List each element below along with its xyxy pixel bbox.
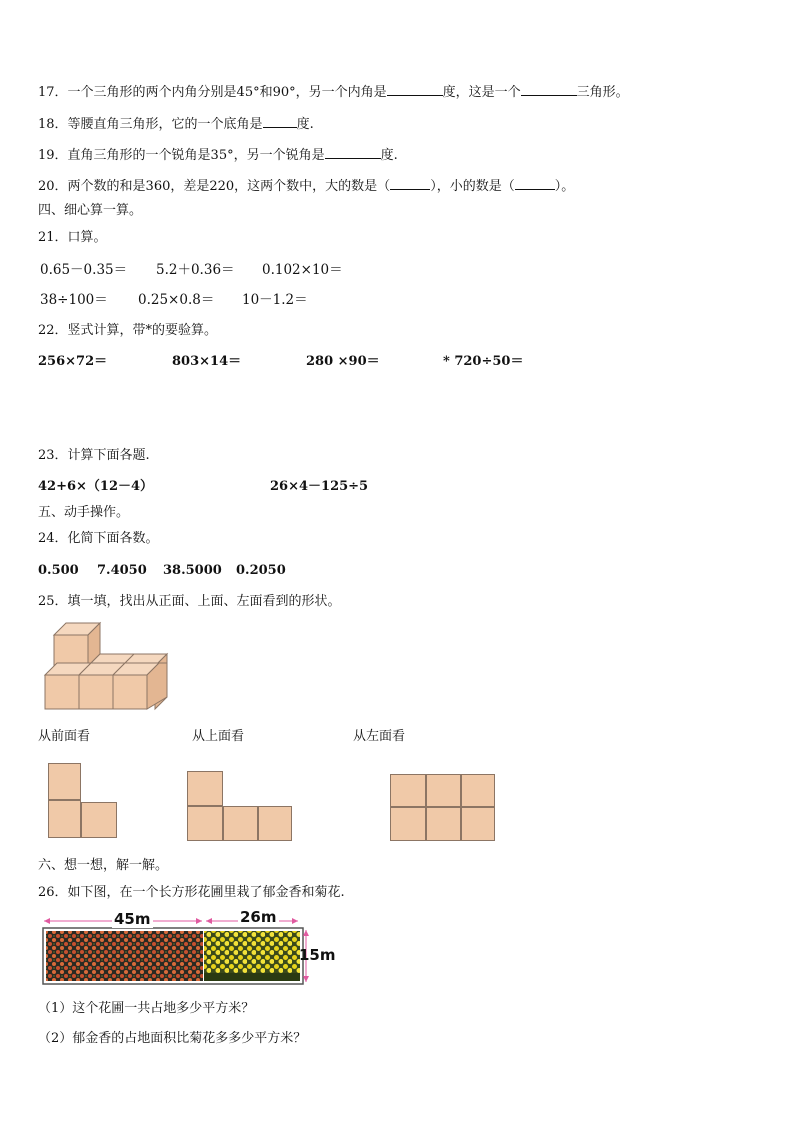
question-20 bbox=[38, 176, 574, 196]
question-number: 17． bbox=[38, 85, 68, 100]
oral-calc-item: 10－1.2＝ bbox=[242, 292, 308, 308]
oral-calc-item: 5.2＋0.36＝ bbox=[156, 262, 235, 278]
view-square bbox=[81, 802, 117, 838]
simplify-item: 7.4050 bbox=[97, 563, 147, 578]
section-6-heading: 六、想一想，解一解。 bbox=[38, 858, 169, 873]
view-square bbox=[48, 800, 81, 838]
question-text: 等腰直角三角形，它的一个底角是 bbox=[67, 117, 263, 132]
question-number: 21． bbox=[38, 230, 68, 245]
question-text: 三角形。 bbox=[576, 85, 629, 100]
question-21 bbox=[38, 229, 107, 247]
question-text: 两个数的和是360，差是220，这两个数中，大的数是（ bbox=[67, 179, 391, 194]
view-square bbox=[390, 807, 426, 841]
calc-item: 42+6×（12－4） bbox=[38, 479, 154, 494]
cube-stack-figure bbox=[42, 620, 172, 712]
question-17 bbox=[38, 82, 629, 102]
answer-blank[interactable] bbox=[521, 82, 577, 96]
question-text: 如下图，在一个长方形花圃里栽了郁金香和菊花. bbox=[67, 885, 345, 900]
question-text: 计算下面各题. bbox=[67, 448, 150, 463]
answer-blank[interactable] bbox=[325, 145, 381, 159]
simplify-item: 0.2050 bbox=[236, 563, 286, 578]
answer-blank[interactable] bbox=[515, 176, 555, 190]
question-text: 度，这是一个 bbox=[442, 85, 521, 100]
section-5-heading: 五、动手操作。 bbox=[38, 505, 130, 520]
view-square bbox=[390, 774, 426, 807]
oral-calc-item: 0.65－0.35＝ bbox=[40, 262, 128, 278]
question-text: 填一填，找出从正面、上面、左面看到的形状。 bbox=[67, 594, 341, 609]
question-23 bbox=[38, 447, 150, 465]
question-number: 22． bbox=[38, 323, 68, 338]
oral-calc-item: 38÷100＝ bbox=[40, 292, 108, 308]
answer-blank[interactable] bbox=[390, 176, 430, 190]
question-text: 化简下面各数。 bbox=[67, 531, 159, 546]
question-19 bbox=[38, 145, 398, 165]
question-number: 20． bbox=[38, 179, 68, 194]
view-square bbox=[426, 807, 461, 841]
question-text: 口算。 bbox=[67, 230, 107, 245]
question-text: 度. bbox=[296, 117, 314, 132]
question-24 bbox=[38, 530, 159, 548]
vertical-calc-item: * 720÷50＝ bbox=[443, 354, 524, 369]
dimension-label-tulip: 45m bbox=[114, 910, 151, 928]
view-square bbox=[461, 774, 495, 807]
oral-calc-item: 0.25×0.8＝ bbox=[138, 292, 215, 308]
question-number: 25． bbox=[38, 594, 68, 609]
view-square bbox=[258, 806, 292, 841]
dimension-label-mum: 26m bbox=[240, 908, 277, 926]
view-square bbox=[187, 806, 223, 841]
view-square bbox=[48, 763, 81, 800]
answer-blank[interactable] bbox=[387, 82, 443, 96]
vertical-calc-item: 256×72＝ bbox=[38, 354, 108, 369]
question-number: 26． bbox=[38, 885, 68, 900]
view-label-top: 从上面看 bbox=[192, 729, 245, 744]
view-label-front: 从前面看 bbox=[38, 729, 91, 744]
vertical-calc-item: 803×14＝ bbox=[172, 354, 242, 369]
question-18 bbox=[38, 114, 314, 134]
dimension-label-height: 15m bbox=[299, 946, 336, 964]
section-4-heading: 四、细心算一算。 bbox=[38, 203, 143, 218]
calc-item: 26×4－125÷5 bbox=[270, 479, 369, 494]
garden-drawing bbox=[40, 910, 340, 986]
simplify-item: 38.5000 bbox=[163, 563, 222, 578]
question-text: 度. bbox=[380, 148, 398, 163]
question-number: 24． bbox=[38, 531, 68, 546]
question-text: 竖式计算，带*的要验算。 bbox=[67, 323, 218, 338]
answer-blank[interactable] bbox=[263, 114, 297, 128]
question-number: 23． bbox=[38, 448, 68, 463]
question-text: 直角三角形的一个锐角是35°，另一个锐角是 bbox=[67, 148, 325, 163]
question-26 bbox=[38, 884, 345, 902]
view-square bbox=[223, 806, 258, 841]
view-square bbox=[461, 807, 495, 841]
oral-calc-item: 0.102×10＝ bbox=[262, 262, 343, 278]
question-26-part-2: （2）郁金香的占地面积比菊花多多少平方米？ bbox=[38, 1031, 307, 1046]
question-number: 19． bbox=[38, 148, 68, 163]
view-square bbox=[426, 774, 461, 807]
question-text: 一个三角形的两个内角分别是45°和90°，另一个内角是 bbox=[67, 85, 387, 100]
question-25 bbox=[38, 593, 341, 611]
simplify-item: 0.500 bbox=[38, 563, 79, 578]
view-label-left: 从左面看 bbox=[353, 729, 406, 744]
view-square bbox=[187, 771, 223, 806]
vertical-calc-item: 280 ×90＝ bbox=[306, 354, 380, 369]
question-22 bbox=[38, 322, 217, 340]
question-text: ），小的数是（ bbox=[430, 179, 515, 194]
question-26-part-1: （1）这个花圃一共占地多少平方米？ bbox=[38, 1001, 255, 1016]
question-number: 18． bbox=[38, 117, 68, 132]
question-text: ）。 bbox=[554, 179, 575, 194]
